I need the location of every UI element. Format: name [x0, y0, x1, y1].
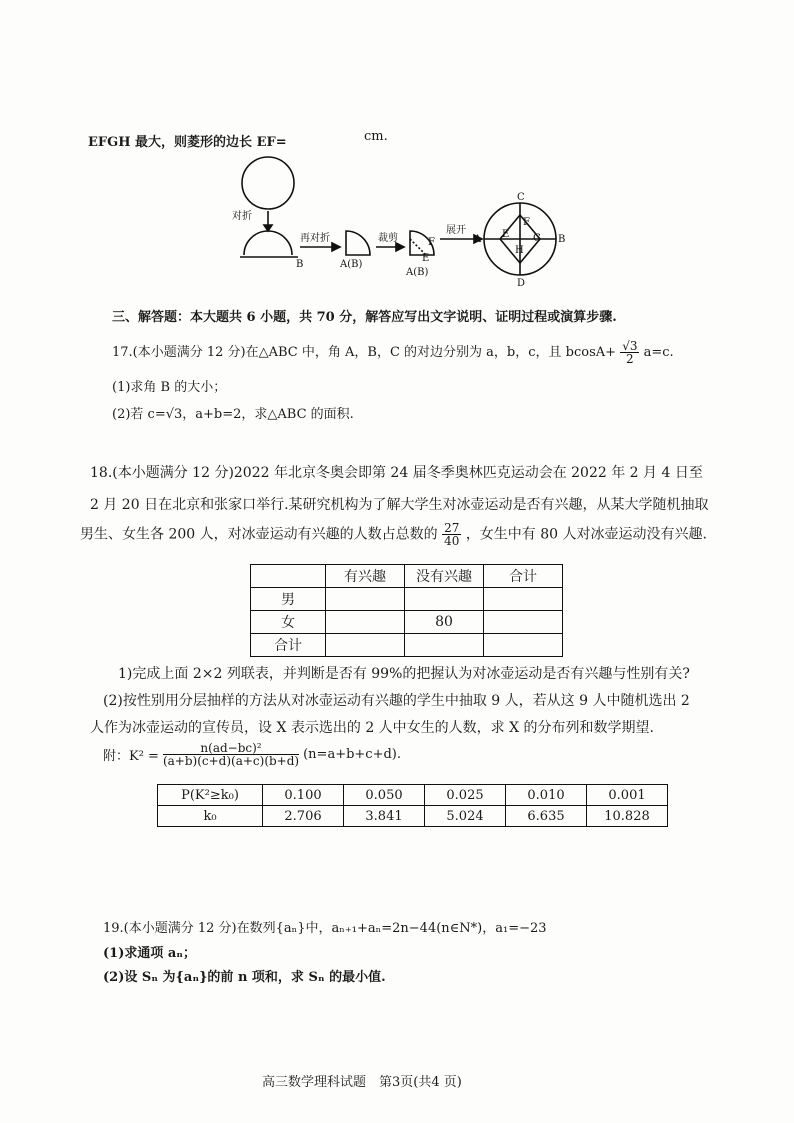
q17-part1: (1)求角 B 的大小； — [112, 380, 227, 395]
table-row: 男 — [251, 588, 563, 611]
top-unit: cm. — [364, 129, 388, 144]
svg-text:B: B — [558, 234, 566, 245]
svg-text:F: F — [523, 217, 530, 228]
svg-text:G: G — [533, 233, 541, 244]
paper-circle — [242, 157, 294, 209]
top-line: EFGH 最大，则菱形的边长 EF= — [88, 135, 287, 150]
svg-text:B: B — [296, 259, 304, 270]
label-unfold: 展开 — [446, 225, 466, 236]
svg-text:E: E — [422, 253, 430, 264]
half-circle — [244, 231, 292, 255]
contingency-table: 有兴趣 没有兴趣 合计 男 女 80 合计 — [250, 564, 563, 657]
folding-diagram-svg — [230, 155, 570, 290]
q18-part1: 1)完成上面 2×2 列联表，并判断是否有 99%的把握认为对冰壶运动是否有兴趣与性别有关? — [118, 666, 690, 682]
section-3-heading: 三、解答题：本大题共 6 小题，共 70 分，解答应写出文字说明、证明过程或演算步骤. — [112, 310, 617, 325]
quarter-circle — [346, 231, 370, 255]
table-row: k₀ 2.706 3.841 5.024 6.635 10.828 — [158, 806, 668, 827]
q18-part2a: (2)按性别用分层抽样的方法从对冰壶运动有兴趣的学生中抽取 9 人，若从这 9 人中随机选出 2 — [103, 693, 690, 709]
label-fold1: 对折 — [232, 211, 252, 222]
label-cut: 裁剪 — [378, 233, 398, 244]
svg-text:D: D — [517, 278, 526, 289]
svg-text:F: F — [428, 237, 435, 248]
k2-formula: 附：K² = $\frac{\text{n(ad−bc)²}}{(a+b)(c+d)(a+c)(b+d)}$ (n=a+b+c+d). — [103, 741, 402, 768]
q19-part1: (1)求通项 aₙ； — [103, 946, 197, 961]
table-row: P(K²≥k₀) 0.100 0.050 0.025 0.010 0.001 — [158, 785, 668, 806]
svg-text:E: E — [502, 229, 510, 240]
q18-fraction: $\frac{27}{40}$ — [444, 521, 460, 548]
q17-part2: (2)若 c=√3，a+b=2，求△ABC 的面积. — [112, 407, 354, 422]
q18-line1: 18.(本小题满分 12 分)2022 年北京冬奥会即第 24 届冬季奥林匹克运动会在 2022 年 2 月 4 日至 — [90, 465, 703, 481]
svg-text:A: A — [474, 234, 482, 245]
q19-part2: (2)设 Sₙ 为{aₙ}的前 n 项和，求 Sₙ 的最小值. — [103, 970, 386, 985]
q19-head: 19.(本小题满分 12 分)在数列{aₙ}中，aₙ₊₁+aₙ=2n−44(n∈N*)，a₁=−23 — [103, 921, 547, 936]
svg-text:A(B): A(B) — [340, 259, 363, 270]
svg-text:A(B): A(B) — [406, 267, 429, 278]
q18-part2b: 人作为冰壶运动的宣传员，设 X 表示选出的 2 人中女生的人数，求 X 的分布列和数学期望. — [90, 720, 654, 736]
q18-line2: 2 月 20 日在北京和张家口举行.某研究机构为了解大学生对冰壶运动是否有兴趣，从某大学随机抽取 — [90, 497, 709, 513]
svg-text:H: H — [515, 245, 524, 256]
q17-head: 17.(本小题满分 12 分)在△ABC 中，角 A，B，C 的对边分别为 a，b，c，且 bcosA+ $\frac{√3}{2}$ a=c. — [112, 339, 674, 366]
table-row: 女 80 — [251, 611, 563, 634]
q18-line3: 男生、女生各 200 人，对冰壶运动有兴趣的人数占总数的 $\frac{27}{40}$ ，女生中有 80 人对冰壶运动没有兴趣. — [80, 521, 707, 548]
folding-diagram — [230, 155, 570, 290]
label-fold2: 再对折 — [300, 233, 330, 244]
page-footer: 高三数学理科试题 第3页(共4 页) — [262, 1075, 462, 1090]
critical-value-table — [157, 784, 668, 827]
svg-text:C: C — [517, 192, 525, 203]
q17-fraction: $\frac{√3}{2}$ — [622, 339, 638, 366]
table-row: 合计 — [251, 634, 563, 657]
